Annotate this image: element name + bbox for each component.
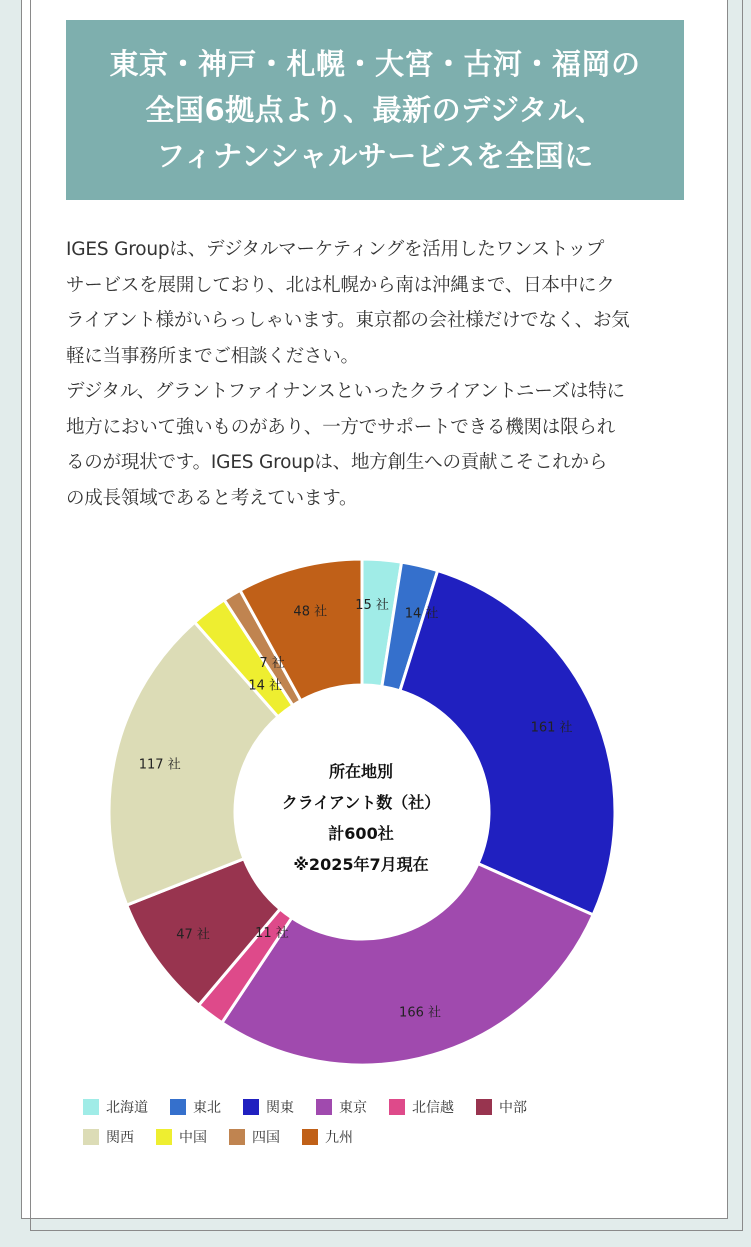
legend-swatch [83, 1099, 99, 1115]
legend-swatch [302, 1129, 318, 1145]
heading-line-3: フィナンシャルサービスを全国に [156, 139, 594, 173]
intro-line: るのが現状です。IGES Groupは、地方創生への貢献こそこれから [66, 452, 608, 473]
legend-item-2 [170, 1097, 221, 1117]
legend-swatch [83, 1129, 99, 1145]
slice-label-9: 7 社 [259, 655, 285, 671]
legend-label: 東京 [339, 1100, 367, 1116]
legend-item-1 [83, 1097, 148, 1117]
legend-swatch [170, 1099, 186, 1115]
legend-swatch [476, 1099, 492, 1115]
legend-label: 中国 [179, 1130, 207, 1146]
intro-line: サービスを展開しており、北は札幌から南は沖縄まで、日本中にク [66, 274, 615, 296]
center-date: ※2025年7月現在 [293, 855, 429, 874]
intro-line: IGES Groupは、デジタルマーケティングを活用したワンストップ [66, 239, 605, 260]
legend-label: 北海道 [106, 1100, 148, 1116]
slice-label-10: 48 社 [293, 604, 328, 620]
center-total: 計600社 [328, 824, 394, 843]
legend-label: 東北 [193, 1100, 221, 1116]
legend-item-7 [83, 1127, 134, 1147]
legend-label: 中部 [499, 1100, 527, 1116]
legend-item-9 [229, 1127, 280, 1147]
legend-row [83, 1122, 549, 1152]
intro-line: ライアント様がいらっしゃいます。東京都の会社様だけでなく、お気 [66, 310, 630, 331]
slice-label-2: 14 社 [404, 606, 439, 622]
legend-label: 北信越 [412, 1100, 454, 1116]
slice-label-5: 11 社 [255, 925, 289, 941]
intro-line: の成長領域であると考えています。 [66, 487, 358, 509]
legend-item-6 [476, 1097, 527, 1117]
legend-label: 九州 [325, 1130, 353, 1146]
legend-item-10 [302, 1127, 353, 1147]
intro-line: 軽に当事務所までご相談ください。 [66, 345, 359, 367]
legend-swatch [243, 1099, 259, 1115]
donut-slice-4 [222, 864, 593, 1065]
legend-label: 四国 [252, 1130, 280, 1146]
center-subtitle: クライアント数（社） [281, 793, 441, 812]
legend-row [83, 1092, 549, 1122]
slice-label-4: 166 社 [399, 1005, 442, 1021]
legend-swatch [229, 1129, 245, 1145]
chart-center-label [251, 756, 471, 880]
slice-label-7: 117 社 [138, 757, 181, 773]
legend-label: 関西 [106, 1130, 134, 1146]
legend-item-3 [243, 1097, 294, 1117]
legend-swatch [316, 1099, 332, 1115]
legend-item-4 [316, 1097, 367, 1117]
slice-label-3: 161 社 [530, 720, 573, 736]
center-title: 所在地別 [328, 762, 393, 781]
heading-line-2: 全国6拠点より、最新のデジタル、 [145, 93, 605, 127]
legend-swatch [389, 1099, 405, 1115]
legend-item-8 [156, 1127, 207, 1147]
slice-label-6: 47 社 [176, 927, 210, 943]
legend-swatch [156, 1129, 172, 1145]
intro-line: 地方において強いものがあり、一方でサポートできる機関は限られ [66, 416, 616, 438]
slice-label-1: 15 社 [355, 598, 389, 614]
heading-line-1: 東京・神戸・札幌・大宮・古河・福岡の [109, 47, 641, 81]
legend-item-5 [389, 1097, 454, 1117]
slice-label-8: 14 社 [248, 678, 283, 694]
chart-legend [83, 1092, 549, 1152]
intro-line: デジタル、グラントファイナンスといったクライアントニーズは特に [66, 381, 625, 402]
legend-label: 関東 [266, 1100, 294, 1116]
